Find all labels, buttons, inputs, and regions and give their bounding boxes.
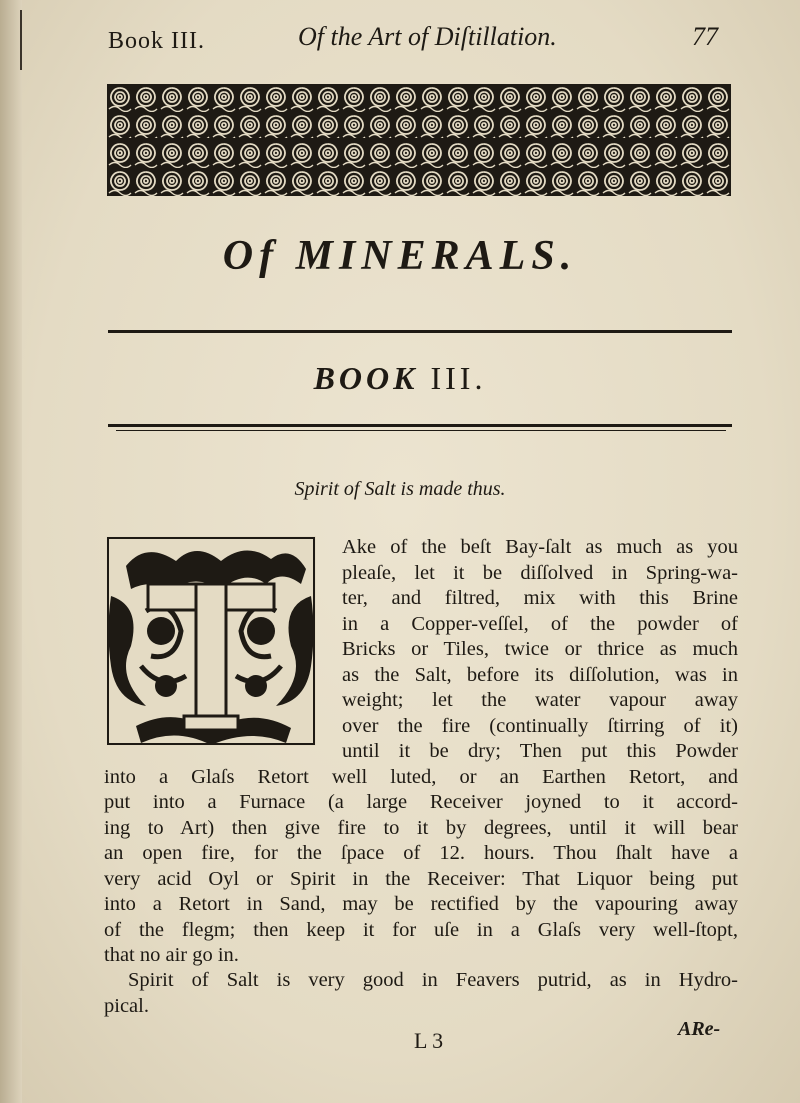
text-line: pleaſe, let it be diſſolved in Spring-wa-: [342, 561, 738, 584]
rule-top: [108, 330, 732, 333]
text-line: into a Glaſs Retort well luted, or an Earthen Retort, and: [104, 765, 738, 788]
subheading: Spirit of Salt is made thus.: [294, 478, 506, 500]
text-line: in a Copper-veſſel, of the powder of: [342, 612, 738, 635]
signature-mark: L 3: [414, 1028, 444, 1053]
text-line: pical.: [104, 994, 149, 1017]
paragraph-1: [104, 535, 738, 969]
book-label-word: BOOK: [313, 360, 419, 396]
running-head-book: Book III.: [108, 28, 205, 54]
text-line: until it be dry; Then put this Powder: [342, 740, 738, 762]
running-head-title: Of the Art of Diſtillation.: [298, 22, 557, 51]
text-line: of the flegm; then keep it for uſe in a Glaſs very well-ſtopt,: [104, 918, 738, 941]
text-line: Ake of the beſt Bay-ſalt as much as you: [342, 536, 738, 558]
ornamental-headpiece: [107, 84, 731, 196]
page-number: 77: [692, 22, 718, 51]
paragraph-2: [104, 968, 738, 1019]
text-line: ing to Art) then give fire to it by degrees, until it will bear: [104, 816, 738, 839]
running-head: [0, 14, 800, 58]
text-line: over the fire (continually ſtirring of it): [342, 714, 738, 737]
text-line: ter, and filtred, mix with this Brine: [342, 587, 738, 609]
book-label-numeral: III.: [430, 360, 487, 396]
catchword: ARe-: [678, 1018, 721, 1040]
text-line: weight; let the water vapour away: [342, 689, 738, 711]
page-spine-shadow: [0, 0, 22, 1103]
text-line: Spirit of Salt is very good in Feavers putrid, as in Hydro-: [128, 969, 738, 991]
rule-bottom-thin: [116, 430, 726, 431]
section-title: Of MINERALS.: [222, 233, 578, 279]
text-line: into a Retort in Sand, may be rectified by the vapouring away: [104, 893, 738, 915]
book-label: [0, 360, 800, 397]
text-line: an open fire, for the ſpace of 12. hours. Thou ſhalt have a: [104, 842, 738, 864]
text-line: Bricks or Tiles, twice or thrice as much: [342, 638, 738, 660]
text-line: very acid Oyl or Spirit in the Receiver: That Liquor being put: [104, 867, 738, 890]
text-line: that no air go in.: [104, 944, 239, 966]
rule-bottom: [108, 424, 732, 427]
text-line: as the Salt, before its diſſolution, was in: [342, 663, 738, 686]
text-line: put into a Furnace (a large Receiver joyned to it accord-: [104, 791, 738, 813]
